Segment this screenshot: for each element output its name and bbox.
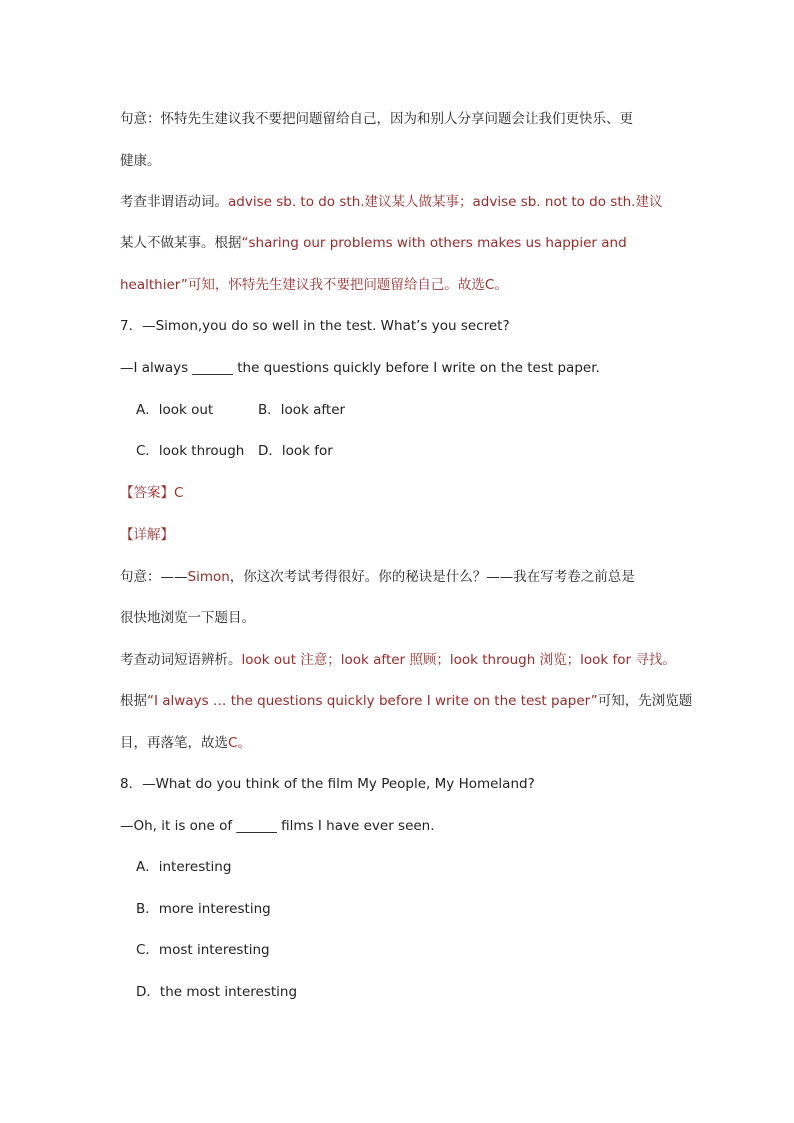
text: 7．—Simon,you do so well in the test. What’s you secret? bbox=[120, 318, 510, 334]
answer-value: C bbox=[174, 485, 184, 501]
q6-analysis-line bbox=[120, 193, 662, 211]
text: C。 bbox=[228, 735, 251, 751]
question-8-option-c bbox=[136, 941, 270, 959]
question-8-option-b bbox=[136, 900, 271, 918]
text: 某人不做某事。根据 bbox=[120, 235, 242, 251]
text: 句意：怀特先生建议我不要把问题留给自己，因为和别人分享问题会让我们更快乐、更 bbox=[120, 111, 633, 127]
text: healthier”可知，怀特先生建议我不要把问题留给自己。故选 bbox=[120, 277, 485, 293]
answer-tag: 【答案】 bbox=[120, 485, 174, 501]
text: 句意：—— bbox=[120, 569, 188, 585]
q7-sense-line bbox=[120, 568, 635, 586]
question-7-options bbox=[136, 442, 333, 460]
text: —I always ______ the questions quickly before I write on the test paper. bbox=[120, 360, 600, 376]
text: “sharing our problems with others makes us happier and bbox=[241, 235, 627, 251]
text: “I always … the questions quickly before I write on the test paper” bbox=[147, 693, 598, 709]
option-a: A．look out bbox=[136, 402, 214, 418]
question-7-stem bbox=[120, 317, 510, 335]
q6-explanation-line bbox=[120, 152, 161, 170]
text: 考查非谓语动词。 bbox=[120, 194, 228, 210]
q7-analysis-line bbox=[120, 692, 692, 710]
question-7-line bbox=[120, 359, 600, 377]
text: look out 注意；look after 照顾；look through 浏览；look for 寻找。 bbox=[241, 652, 676, 668]
q6-explanation-line bbox=[120, 110, 633, 128]
text: 很快地浏览一下题目。 bbox=[120, 610, 255, 626]
q6-analysis-line bbox=[120, 276, 508, 294]
detail-label bbox=[120, 526, 174, 544]
option-d: D．look for bbox=[258, 443, 333, 459]
text: 8．—What do you think of the film My People, My Homeland? bbox=[120, 776, 535, 792]
text: 考查动词短语辨析。 bbox=[120, 652, 242, 668]
text: Simon bbox=[187, 569, 230, 585]
option-a: A．interesting bbox=[136, 859, 232, 875]
option-b: B．look after bbox=[258, 402, 346, 418]
text: 目，再落笔，故选 bbox=[120, 735, 228, 751]
text: ，你这次考试考得很好。你的秘诀是什么？——我在写考卷之前总是 bbox=[229, 569, 635, 585]
q7-sense-line bbox=[120, 609, 255, 627]
text: C。 bbox=[484, 277, 508, 293]
detail-tag: 【详解】 bbox=[120, 527, 174, 543]
q7-analysis-line bbox=[120, 734, 251, 752]
text: advise sb. to do sth.建议某人做某事；advise sb. not to do sth.建议 bbox=[228, 194, 663, 210]
option-c: C．most interesting bbox=[136, 942, 270, 958]
answer-label bbox=[120, 484, 183, 502]
question-8-line bbox=[120, 817, 435, 835]
option-b: B．more interesting bbox=[136, 901, 271, 917]
option-c: C．look through bbox=[136, 443, 245, 459]
option-d: D．the most interesting bbox=[136, 984, 298, 1000]
question-8-stem bbox=[120, 775, 535, 793]
question-8-option-a bbox=[136, 858, 231, 876]
text: —Oh, it is one of ______ films I have ever seen. bbox=[120, 818, 435, 834]
q7-analysis-line bbox=[120, 651, 676, 669]
question-7-options bbox=[136, 401, 345, 419]
q6-analysis-line bbox=[120, 234, 627, 252]
text: 根据 bbox=[120, 693, 147, 709]
text: 健康。 bbox=[120, 153, 161, 169]
text: 可知，先浏览题 bbox=[597, 693, 693, 709]
question-8-option-d bbox=[136, 983, 297, 1001]
